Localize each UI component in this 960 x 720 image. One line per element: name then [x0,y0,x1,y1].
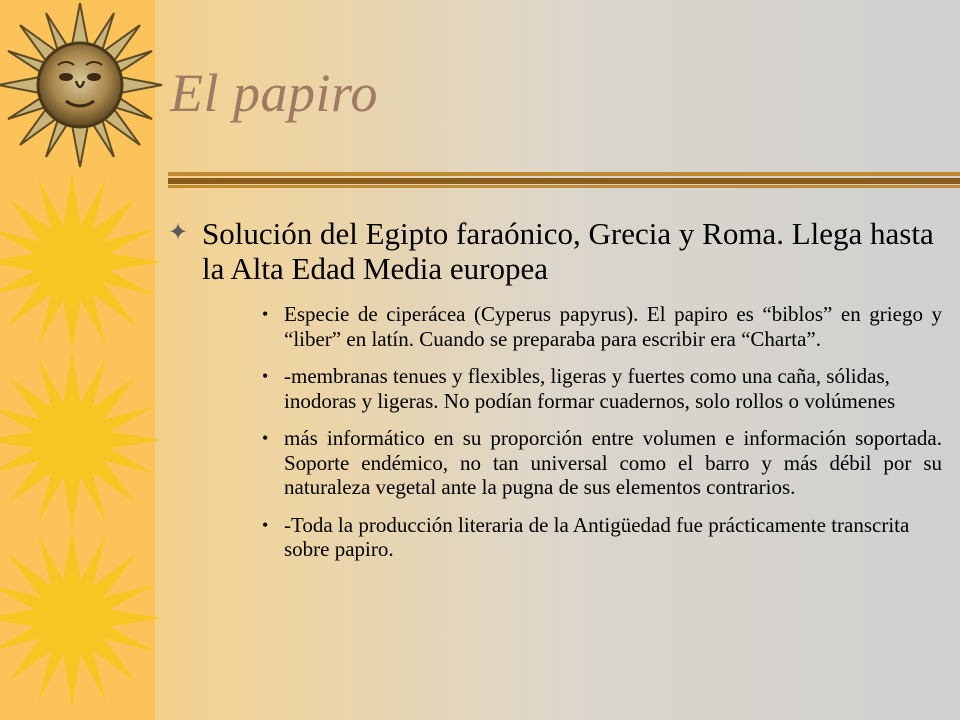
sub-bullet-item [262,513,942,562]
sun-icon [0,528,162,708]
sub-bullet-list [262,302,942,562]
sun-icon [0,350,162,530]
sun-icon [0,172,162,352]
dot-bullet-icon: • [262,428,269,448]
main-bullet-text: Solución del Egipto faraónico, Grecia y Roma. Llega hasta la Alta Edad Media europea [202,216,934,286]
sub-bullet-text: Especie de ciperácea (Cyperus papyrus). El papiro es “biblos” en griego y “liber” en latín. Cuando se preparaba para escribir era “Charta”. [284,302,942,351]
slide-content [168,216,950,575]
divider-line-bottom [168,185,960,188]
sub-bullet-item [262,364,942,413]
slide-title: El papiro [170,63,379,123]
title-divider [168,172,960,190]
main-bullet [168,216,950,286]
divider-line-top [168,172,960,176]
dot-bullet-icon: • [262,304,269,324]
sub-bullet-text: -membranas tenues y flexibles, ligeras y fuertes como una caña, sólidas, inodoras y ligeras. No podían formar cuadernos, solo rollos o volúmenes [284,364,896,413]
star-bullet-icon: ✦ [168,220,189,246]
sub-bullet-item [262,426,942,500]
sub-bullet-text: -Toda la producción literaria de la Antigüedad fue prácticamente transcrita sobre papiro. [284,512,910,561]
divider-line-middle [168,178,960,184]
dot-bullet-icon: • [262,514,269,535]
dot-bullet-icon: • [262,366,269,386]
sun-face-icon [0,3,162,167]
sub-bullet-item [262,302,942,351]
sub-bullet-text: más informático en su proporción entre volumen e información soportada. Soporte endémico, no tan universal como el barro y más débil por su naturaleza vegetal ante la pugna de sus elementos contrarios. [284,426,942,499]
